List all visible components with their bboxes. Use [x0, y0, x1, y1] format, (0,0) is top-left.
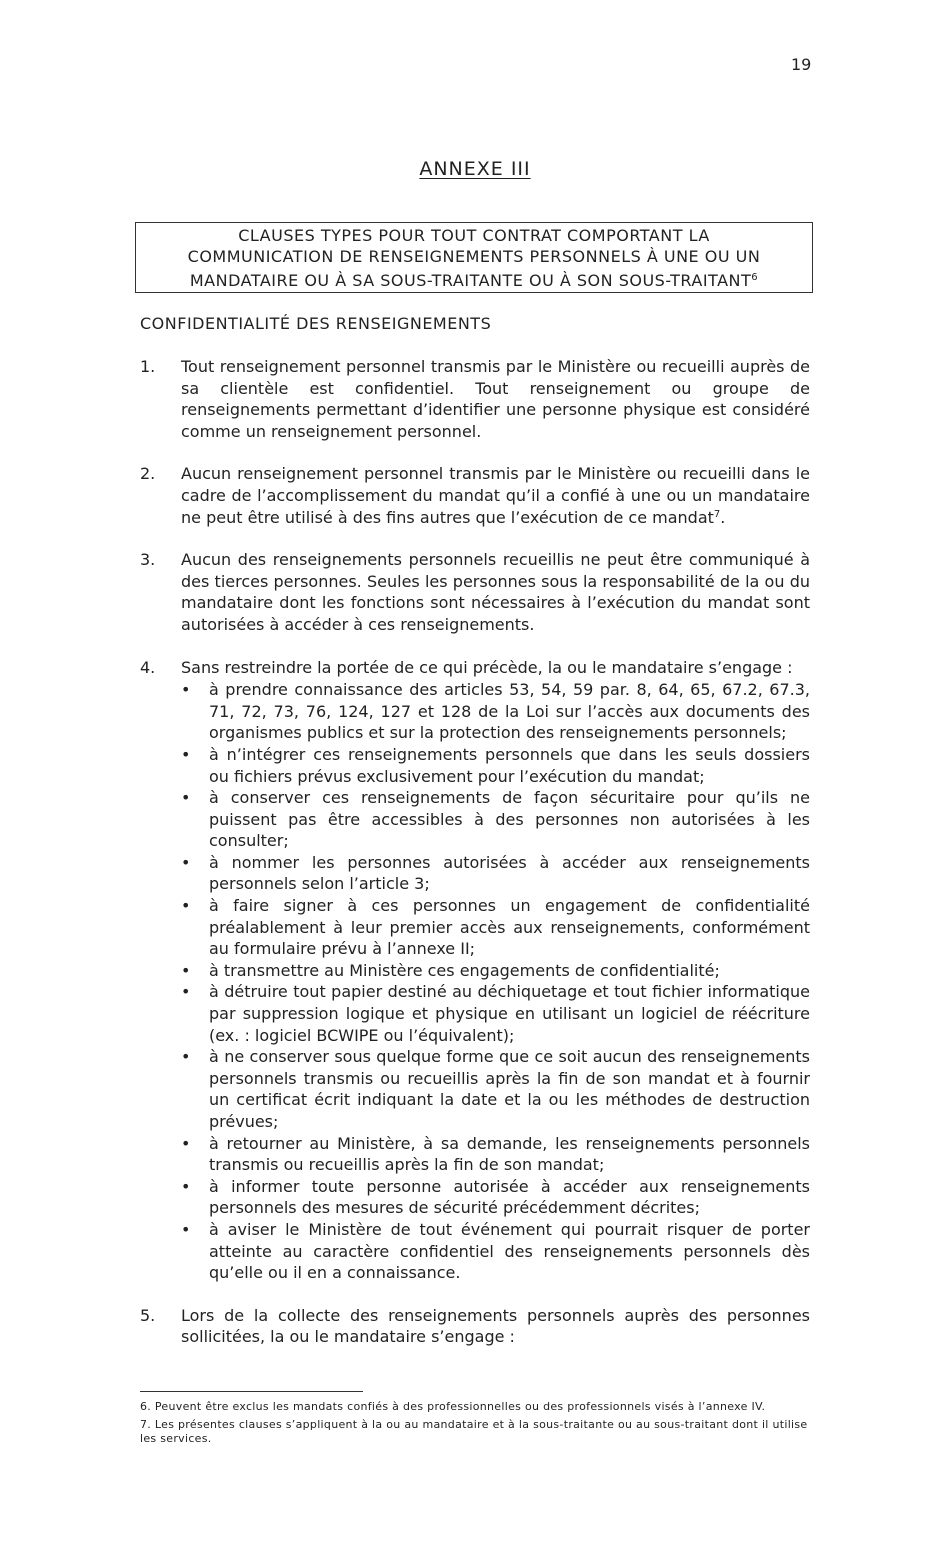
- clause-number: 4.: [140, 657, 156, 677]
- footnote-7: 7. Les présentes clauses s’appliquent à la ou au mandataire et à la sous-traitante ou au sous-traitant dont il utilise les services.: [140, 1418, 808, 1445]
- footnotes: [140, 1400, 810, 1450]
- box-line-3-text: MANDATAIRE OU À SA SOUS-TRAITANTE OU À SON SOUS-TRAITANT: [189, 271, 752, 290]
- clause-text-body: Aucun renseignement personnel transmis par le Ministère ou recueilli dans le cadre de l’accomplissement du mandat qu’il a confié à une ou un mandataire ne peut être utilisé à des fins autres que l’exécution de ce mandat: [181, 464, 810, 527]
- clause-number: 3.: [140, 550, 156, 570]
- clause-4: [140, 657, 810, 1284]
- clause-number: 1.: [140, 357, 156, 376]
- clauses-list: [140, 356, 810, 1369]
- clause-1: [140, 356, 810, 442]
- list-item: • à aviser le Ministère de tout événement qui pourrait risquer de porter atteinte au caractère confidentiel des renseignements personnels dès qu’elle ou il en a connaissance.: [181, 1219, 810, 1284]
- clause-text-end: .: [720, 507, 726, 527]
- list-item: • à nommer les personnes autorisées à accéder aux renseignements personnels selon l’article 3;: [181, 852, 810, 895]
- clause-text: Sans restreindre la portée de ce qui précède, la ou le mandataire s’engage :: [181, 657, 793, 677]
- clause-number: 5.: [140, 1305, 156, 1325]
- obligations-list: [181, 679, 810, 1284]
- list-item: • à conserver ces renseignements de façon sécuritaire pour qu’ils ne puissent pas être accessibles à des personnes non autorisées à les consulter;: [181, 787, 810, 852]
- clause-number: 2.: [140, 464, 156, 484]
- list-item: • à informer toute personne autorisée à accéder aux renseignements personnels des mesures de sécurité précédemment décrites;: [181, 1176, 810, 1219]
- footnote-divider: [140, 1391, 363, 1392]
- list-item: • à transmettre au Ministère ces engagements de confidentialité;: [181, 960, 810, 982]
- clause-text: [181, 463, 810, 528]
- box-line-1: CLAUSES TYPES POUR TOUT CONTRAT COMPORTANT LA: [238, 226, 710, 245]
- clause-2: [140, 463, 810, 528]
- footnote-ref-6: 6: [751, 272, 759, 283]
- box-line-2: COMMUNICATION DE RENSEIGNEMENTS PERSONNELS À UNE OU UN: [187, 247, 761, 266]
- clause-3: [140, 549, 810, 635]
- clause-5: [140, 1305, 810, 1348]
- list-item: • à faire signer à ces personnes un engagement de confidentialité préalablement à leur premier accès aux renseignements, conformément au formulaire prévu à l’annexe II;: [181, 895, 810, 960]
- list-item: • à n’intégrer ces renseignements personnels que dans les seuls dossiers ou fichiers prévus exclusivement pour l’exécution du mandat;: [181, 744, 810, 787]
- clause-text: Aucun des renseignements personnels recueillis ne peut être communiqué à des tierces personnes. Seules les personnes sous la responsabilité de la ou du mandataire dont les fonctions sont nécessaires à l’exécution du mandat sont autorisées à accéder à ces renseignements.: [181, 550, 810, 634]
- list-item: • à ne conserver sous quelque forme que ce soit aucun des renseignements personnels transmis ou recueillis après la fin de son mandat et à fournir un certificat écrit indiquant la date et la ou les méthodes de destruction prévues;: [181, 1046, 810, 1132]
- clauses-title-box: [135, 222, 813, 293]
- list-item: • à retourner au Ministère, à sa demande, les renseignements personnels transmis ou recueillis après la fin de son mandat;: [181, 1133, 810, 1176]
- clause-text: Tout renseignement personnel transmis par le Ministère ou recueilli auprès de sa clientèle est confidentiel. Tout renseignement ou groupe de renseignements permettant d’identifier une personne physique est considéré comme un renseignement personnel.: [181, 357, 810, 441]
- annex-title-text: ANNEXE III: [419, 158, 531, 180]
- annex-title: [0, 158, 950, 180]
- box-line-3: [136, 267, 812, 291]
- list-item: • à prendre connaissance des articles 53, 54, 59 par. 8, 64, 65, 67.2, 67.3, 71, 72, 73, 76, 124, 127 et 128 de la Loi sur l’accès aux documents des organismes publics et sur la protection des renseignements personnels;: [181, 679, 810, 744]
- footnote-6: 6. Peuvent être exclus les mandats confiés à des professionnelles ou des professionnels visés à l’annexe IV.: [140, 1400, 766, 1413]
- page-number: 19: [791, 55, 812, 74]
- section-heading: CONFIDENTIALITÉ DES RENSEIGNEMENTS: [140, 314, 492, 333]
- footnote-ref-7: 7: [713, 508, 721, 520]
- list-item: • à détruire tout papier destiné au déchiquetage et tout fichier informatique par suppression logique et physique en utilisant un logiciel de réécriture (ex. : logiciel BCWIPE ou l’équivalent);: [181, 981, 810, 1046]
- clause-text: Lors de la collecte des renseignements personnels auprès des personnes sollicitées, la ou le mandataire s’engage :: [181, 1305, 810, 1347]
